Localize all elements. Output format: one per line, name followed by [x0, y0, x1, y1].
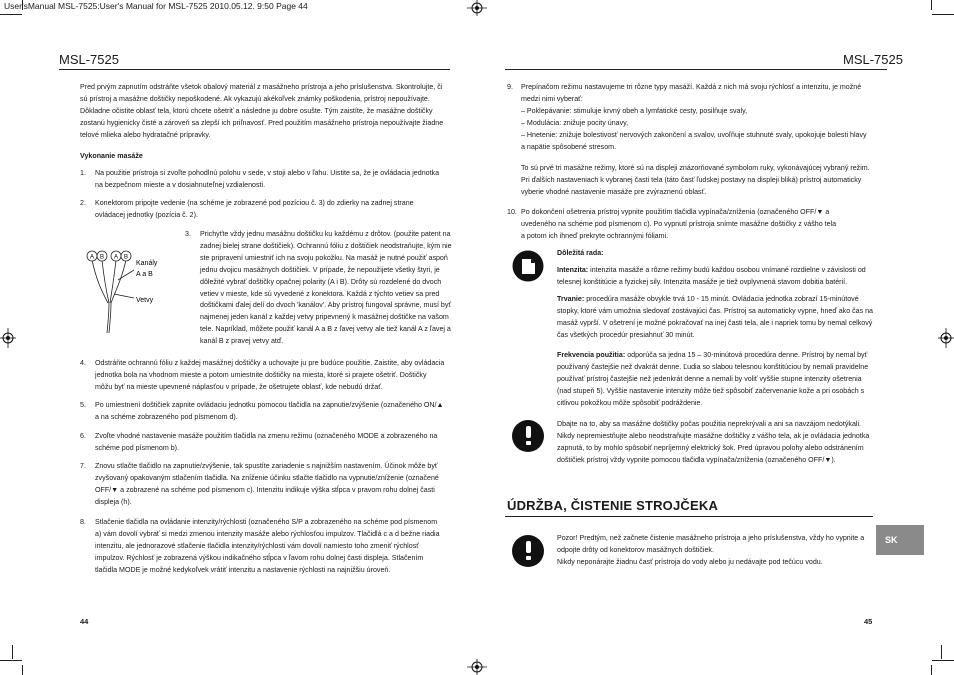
crop-mark	[931, 665, 932, 675]
warning-water: Nikdy neponárajte žiadnu časť prístroja do vody alebo ju nedávajte pod tečúcu vodu.	[557, 558, 823, 566]
item-text: Prichyťte vždy jednu masážnu doštičku ku každému z drôtov. (použite patent na zadnej bielej strane doštičiek). Ochrannú fóliu z doštičiek neodstraňujte, kým nie ste pripravení umiestniť ich na svoju pokožku. Na masáž je nutné použiť aspoň jednu dvojicu masážnych doštičiek. V prípade, že nepoužijete všetky štyri, je dôležité vybrať doštičky opačnej polarity (A i B). Drôty sú rozdelené do dvoch vetiev v mieste, kde sú vyvedené z konektora. Každá z týchto vetiev sa pred doštičkami ďalej delí do dvoch 'kanálov'. Aby prístroj fungoval správne, musí byť najmenej jeden kanál z každej vetvy pripevnený k masážnej doštičke na vašom tele. Napríklad, môžete použiť kanál A a B z ľavej vetvy ale tiež kanál A z ľavej a kanál B z pravej vetvy atď.	[200, 230, 452, 346]
item-number: 4.	[80, 359, 86, 367]
electrode-wiring-diagram	[82, 248, 162, 338]
item-text: Po dokončení ošetrenia prístroj vypnite použitím tlačidla vypínača/zníženia (označeného OFF/▼ a uvedeného na schéme pod písmenom c). Po vypnutí prístroja snímte masážne doštičky z vášho tela a potom ich ihneď prekryte ochrannými fóliami.	[521, 208, 837, 240]
item-number: 9.	[507, 83, 513, 91]
mode-list	[521, 106, 871, 154]
diagram-label-ab: A a B	[136, 271, 153, 278]
crop-mark	[22, 665, 23, 675]
header-rule-right	[505, 69, 887, 70]
duration-paragraph	[557, 294, 875, 342]
mode-kneading: – Hnetenie: znižuje bolestivosť nervových zakončení a svalov, uvoľňuje stuhnuté svaly, upokojuje bolesti hlavy a napätie spôsobené stresom.	[521, 130, 867, 151]
mode-tapping: – Poklepávanie: stimuluje krvný obeh a lymfatické cesty, posilňuje svaly,	[521, 107, 748, 115]
warning-cleaning: Pozor! Predtým, než začnete čistenie masážneho prístroja a jeho príslušenstva, vždy ho vypnite a odpojte drôty od konektorov masážnych doštičiek.	[557, 534, 865, 554]
page-number-left: 44	[80, 617, 89, 626]
diagram-label-channels: Kanály	[136, 260, 158, 267]
item-number: 7.	[80, 462, 86, 470]
intensity-paragraph	[557, 265, 875, 289]
item-text: Na použitie prístroja si zvoľte pohodlnú polohu v sede, v stoji alebo v ľahu. Uistite sa, že je ovládacia jednotka na bezpečnom mieste a v dosiahnuteľnej vzdialenosti.	[95, 169, 440, 189]
item-number: 3.	[185, 230, 191, 238]
item-text: Znovu stlačte tlačidlo na zapnutie/zvýšenie, tak spustíte zariadenie s najnižším nastavením. Účinok môže byť zvyšovaný opakovaným stlačením tlačidla. Na zníženie účinku stlačte tlačidlo na vypnutie/zníženie (označené OFF/▼ a zobrazené na schéme pod písmenom c). Intenzitu indikuje výška stĺpca v pravom rohu dolnej časti displeja (h).	[95, 462, 439, 506]
intensity-label: Intenzita:	[557, 266, 589, 274]
frequency-paragraph	[557, 350, 875, 410]
crop-mark	[931, 0, 932, 10]
item-number: 2.	[80, 199, 86, 207]
section-rule	[505, 516, 873, 517]
warning-pads: Dbajte na to, aby sa masážne doštičky počas použitia neprekrývali a ani sa navzájom nedotýkali. Nikdy nepremiestňujte alebo neodstraňujte masážne doštičky z vášho tela, ak je ovládacia jednotka zapnutá, to by mohlo spôsobiť nepríjemný elektrický šok. Pred úpravou polohy alebo odstránením doštičiek prístroj vždy vypnite pomocou tlačidla vypínača/zníženia (označeného OFF/▼).	[557, 420, 870, 464]
crop-mark	[0, 14, 22, 15]
item-number: 8.	[80, 518, 86, 526]
pad-a-icon	[111, 251, 121, 261]
intro-paragraph: Pred prvým zapnutím odstráňte všetok obalový materiál z masážneho prístroja a jeho príslušenstva. Skontrolujte, či sú prístroj a masážne doštičky nepoškodené. Ak vykazujú akékoľvek známky poškodenia, prístroj nepoužívajte. Dôkladne očistite oblasť tela, ktorú chcete ošetriť a následne ju dobre osušte. Tým zaistíte, že masážne doštičky zostanú hygienicky čisté a zároveň sa zlepší ich priľnavosť. Pred použitím masážneho prístroja nepoužívajte žiadne telové mlieka alebo hydratačné prípravky.	[80, 83, 444, 139]
pad-label: B	[99, 254, 105, 261]
note-icon	[512, 250, 544, 282]
registration-mark-icon	[938, 328, 954, 348]
crop-mark	[0, 660, 22, 661]
warning-icon	[512, 535, 544, 567]
warning-icon	[512, 420, 544, 452]
pad-label: B	[123, 254, 129, 261]
mode-note: To sú prvé tri masážne režimy, ktoré sú na displeji znázorňované symbolom ruky, vykonávajúcej vybraný režim. Pri ďalších nastaveniach k vybranej časti tela (táto časť ľudskej postavy na displeji bliká) prístroj automaticky vyberie vhodné nastavenie masáže pre zvýraznenú oblasť.	[521, 164, 870, 196]
file-header: User'sManual MSL-7525:User's Manual for MSL-7525 2010.05.12. 9:50 Page 44	[4, 1, 308, 11]
important-title: Dôležitá rada:	[557, 249, 604, 257]
intensity-text: intenzita masáže a rôzne režimy budú každou osobou vnímané rozdielne v závislosti od telesnej konštitúcie a fyzickej sily. Intenzita masáže je tiež ovplyvnená stavom dobitia batérií.	[557, 266, 866, 286]
item-number: 5.	[80, 401, 86, 409]
pad-label: A	[89, 254, 95, 261]
header-rule-left	[59, 69, 450, 70]
item-number: 1.	[80, 169, 86, 177]
page-number-right: 45	[864, 617, 873, 626]
crop-mark	[941, 645, 942, 659]
duration-text: procedúra masáže obvykle trvá 10 - 15 minút. Ovládacia jednotka zobrazí 15-minútové stopky, ktoré vám umožnia sledovať zostávajúci čas. Prístroj sa automaticky vypne, hneď ako čas na masáž vyprší. V ošetrení je možné pokračovať na inej časti tela, ale i napriek tomu by nemal celkový čas všetkých procedúr presiahnuť 30 minút.	[557, 295, 874, 339]
frequency-text: odporúča sa jedna 15 – 30-minútová procedúra denne. Prístroj by nemal byť používaný častejšie než dvakrát denne. Ľudia so slabou telesnou konštitúciou by nemali pravidelne používať prístroj častejšie než jedenkrát denne a nemali by voliť vyššie stupne intenzity ošetrenia (nad stupeň 5). Vyššie nastavenie intenzity môže tiež spôsobiť začervenanie kože a pri osobách s citlivou pokožkou môže spôsobiť podráždenie.	[557, 351, 869, 407]
item-text: Konektorom pripojte vedenie (na schéme je zobrazené pod pozíciou č. 3) do zdierky na zadnej strane ovládacej jednotky (pozícia č. 2).	[95, 199, 414, 219]
pad-b-icon	[97, 251, 107, 261]
item-text: Zvoľte vhodné nastavenie masáže použitím tlačidla na zmenu režimu (označeného MODE a zobrazeného na schéme pod písmenom b).	[95, 432, 438, 452]
registration-mark-icon	[467, 0, 487, 16]
item-text: Odstráňte ochrannú fóliu z každej masážnej doštičky a uchovajte ju pre budúce použitie. Zaistite, aby ovládacia jednotka bola na vhodnom mieste a potom umiestnite doštičky na miesta, ktoré si prajete ošetriť. Doštičky môžu byť na mieste upevnené náplasťou v prípade, že ošetrujete oblasť, kde nebudú držať.	[95, 359, 445, 391]
pad-a-icon	[87, 251, 97, 261]
pad-b-icon	[121, 251, 131, 261]
registration-mark-icon	[467, 659, 487, 675]
item-text: Prepínačom režimu nastavujeme tri rôzne typy masáží. Každá z nich má svoju rýchlosť a intenzitu, je možné medzi nimi vyberať:	[521, 83, 862, 103]
model-title-right: MSL-7525	[843, 52, 903, 67]
pad-label: A	[113, 254, 119, 261]
item-number: 10.	[507, 208, 517, 216]
crop-mark	[932, 14, 954, 15]
item-number: 6.	[80, 432, 86, 440]
language-tab-sk: SK	[876, 525, 924, 555]
duration-label: Trvanie:	[557, 295, 585, 303]
item-text: Po umiestnení doštičiek zapnite ovládaciu jednotku pomocou tlačidla na zapnutie/zvýšenie (označeného ON/▲ a na schéme zobrazeného pod písmenom d).	[95, 401, 444, 421]
item-text: Stlačenie tlačidla na ovládanie intenzity/rýchlosti (označeného S/P a zobrazeného na schéme pod písmenom a) vám dovolí vybrať si medzi zmenou intenzity masáže alebo rýchlosťou impulzov. Tlačidlá c a d bežne riadia intenzitu, ale jednorazové stlačenie tlačidla intenzity/rýchlosti vám dovolí namiesto toho zmeniť rýchlosť impulzov. Rýchlosť je zobrazená výškou indikačného stĺpca v ľavom rohu dolnej časti displeja. Stlačením tlačidla MODE je možné kedykoľvek vrátiť intenzitu a nastavenie rýchlosti na najnižšiu úroveň.	[95, 518, 440, 574]
section-title-maintenance: ÚDRŽBA, ČISTENIE STROJČEKA	[507, 498, 719, 513]
model-title-left: MSL-7525	[59, 52, 119, 67]
registration-mark-icon	[0, 328, 16, 348]
diagram-label-branches: Vetvy	[136, 297, 154, 304]
mode-modulation: – Modulácia: znižuje pocity únavy,	[521, 118, 629, 127]
crop-mark	[932, 660, 954, 661]
section-title-massage: Vykonanie masáže	[80, 152, 143, 160]
crop-mark	[12, 645, 13, 659]
frequency-label: Frekvencia použitia:	[557, 351, 626, 359]
